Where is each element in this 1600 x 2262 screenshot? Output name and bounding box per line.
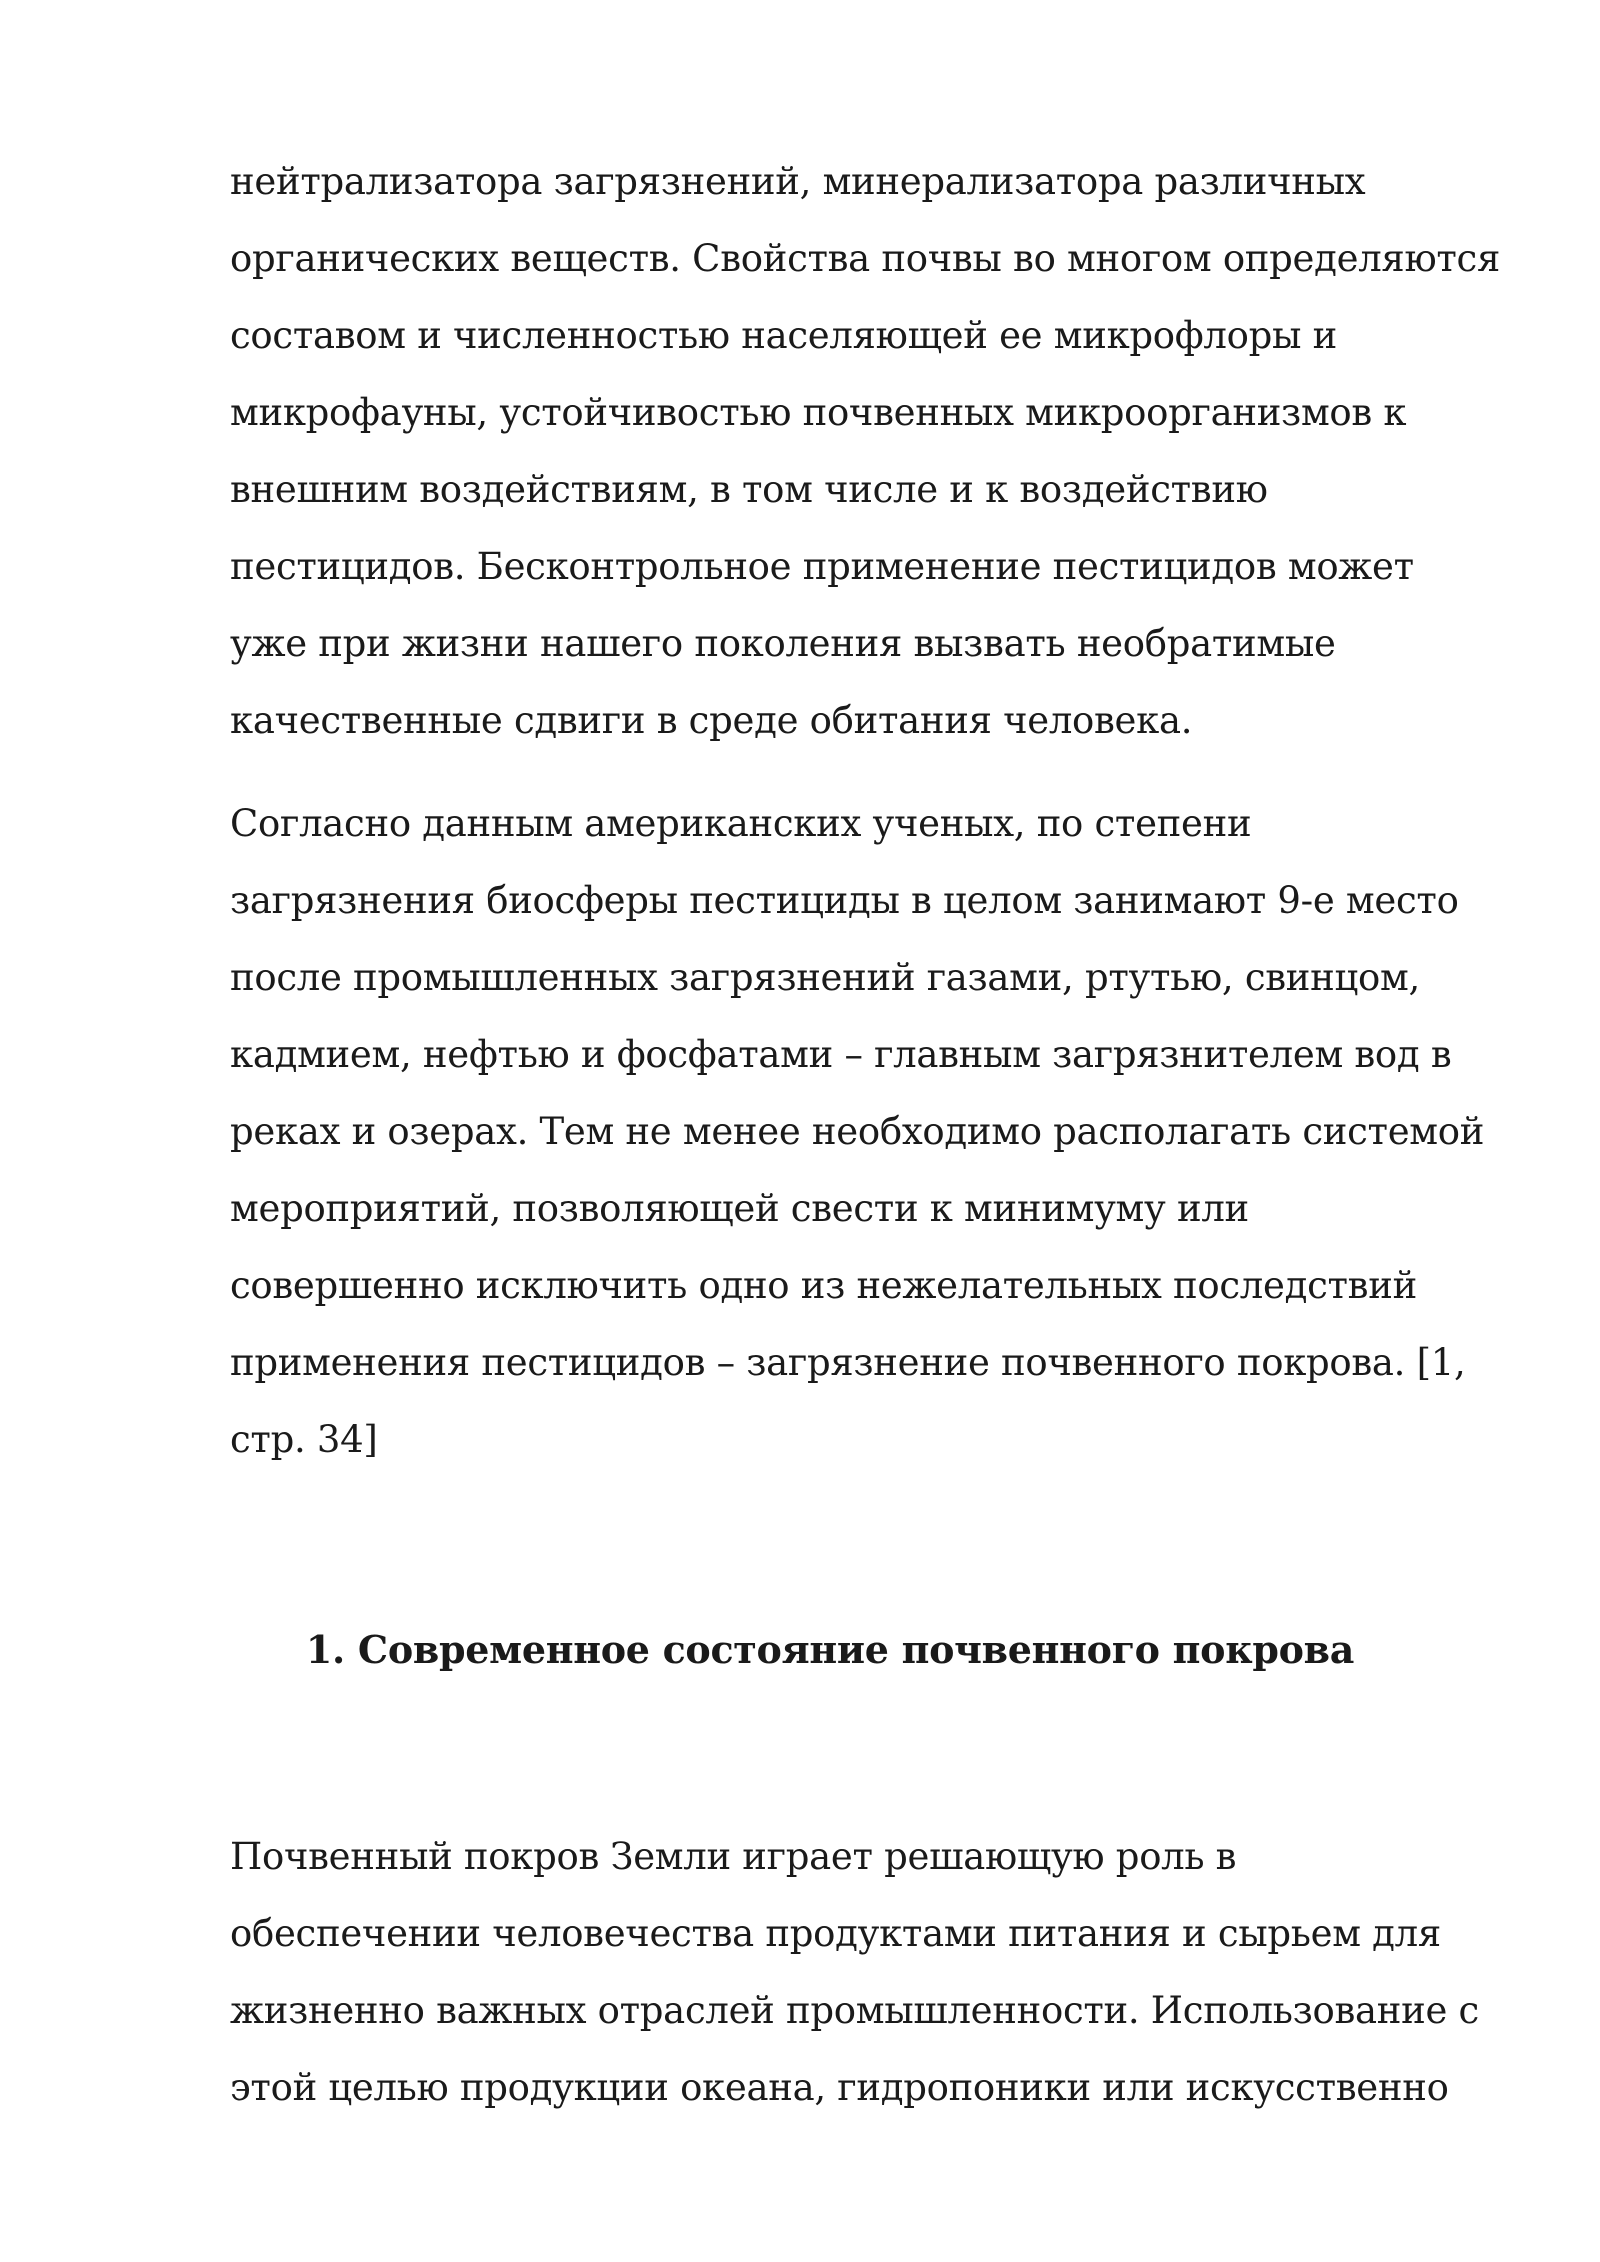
paragraph-soil-properties — [230, 143, 1530, 759]
text-line: Почвенный покров Земли играет решающую роль в — [230, 1835, 1237, 1878]
text-line: внешним воздействиям, в том числе и к воздействию — [230, 468, 1268, 511]
text-line: пестицидов. Бесконтрольное применение пестицидов может — [230, 545, 1414, 588]
text-line: этой целью продукции океана, гидропоники или искусственно — [230, 2066, 1449, 2109]
text-line: стр. 34] — [230, 1418, 378, 1461]
text-line: органических веществ. Свойства почвы во многом определяются — [230, 237, 1501, 280]
text-line: жизненно важных отраслей промышленности. Использование с — [230, 1989, 1479, 2032]
section-heading: 1. Современное состояние почвенного покрова — [305, 1627, 1355, 1672]
text-line: обеспечении человечества продуктами питания и сырьем для — [230, 1912, 1441, 1955]
text-line: качественные сдвиги в среде обитания человека. — [230, 699, 1193, 742]
text-line: реках и озерах. Тем не менее необходимо располагать системой — [230, 1110, 1485, 1153]
paragraph-soil-cover — [230, 1818, 1530, 2126]
text-line: мероприятий, позволяющей свести к минимуму или — [230, 1187, 1249, 1230]
text-line: после промышленных загрязнений газами, ртутью, свинцом, — [230, 956, 1420, 999]
text-line: применения пестицидов – загрязнение почвенного покрова. [1, — [230, 1341, 1466, 1384]
text-line: нейтрализатора загрязнений, минерализатора различных — [230, 160, 1366, 203]
paragraph-pesticide-pollution — [230, 785, 1530, 1478]
text-line: кадмием, нефтью и фосфатами – главным загрязнителем вод в — [230, 1033, 1452, 1076]
text-line: составом и численностью населяющей ее микрофлоры и — [230, 314, 1337, 357]
text-line: совершенно исключить одно из нежелательных последствий — [230, 1264, 1417, 1307]
text-line: уже при жизни нашего поколения вызвать необратимые — [230, 622, 1336, 665]
text-line: загрязнения биосферы пестициды в целом занимают 9-е место — [230, 879, 1459, 922]
text-line: Согласно данным американских ученых, по степени — [230, 802, 1252, 845]
text-line: микрофауны, устойчивостью почвенных микроорганизмов к — [230, 391, 1407, 434]
